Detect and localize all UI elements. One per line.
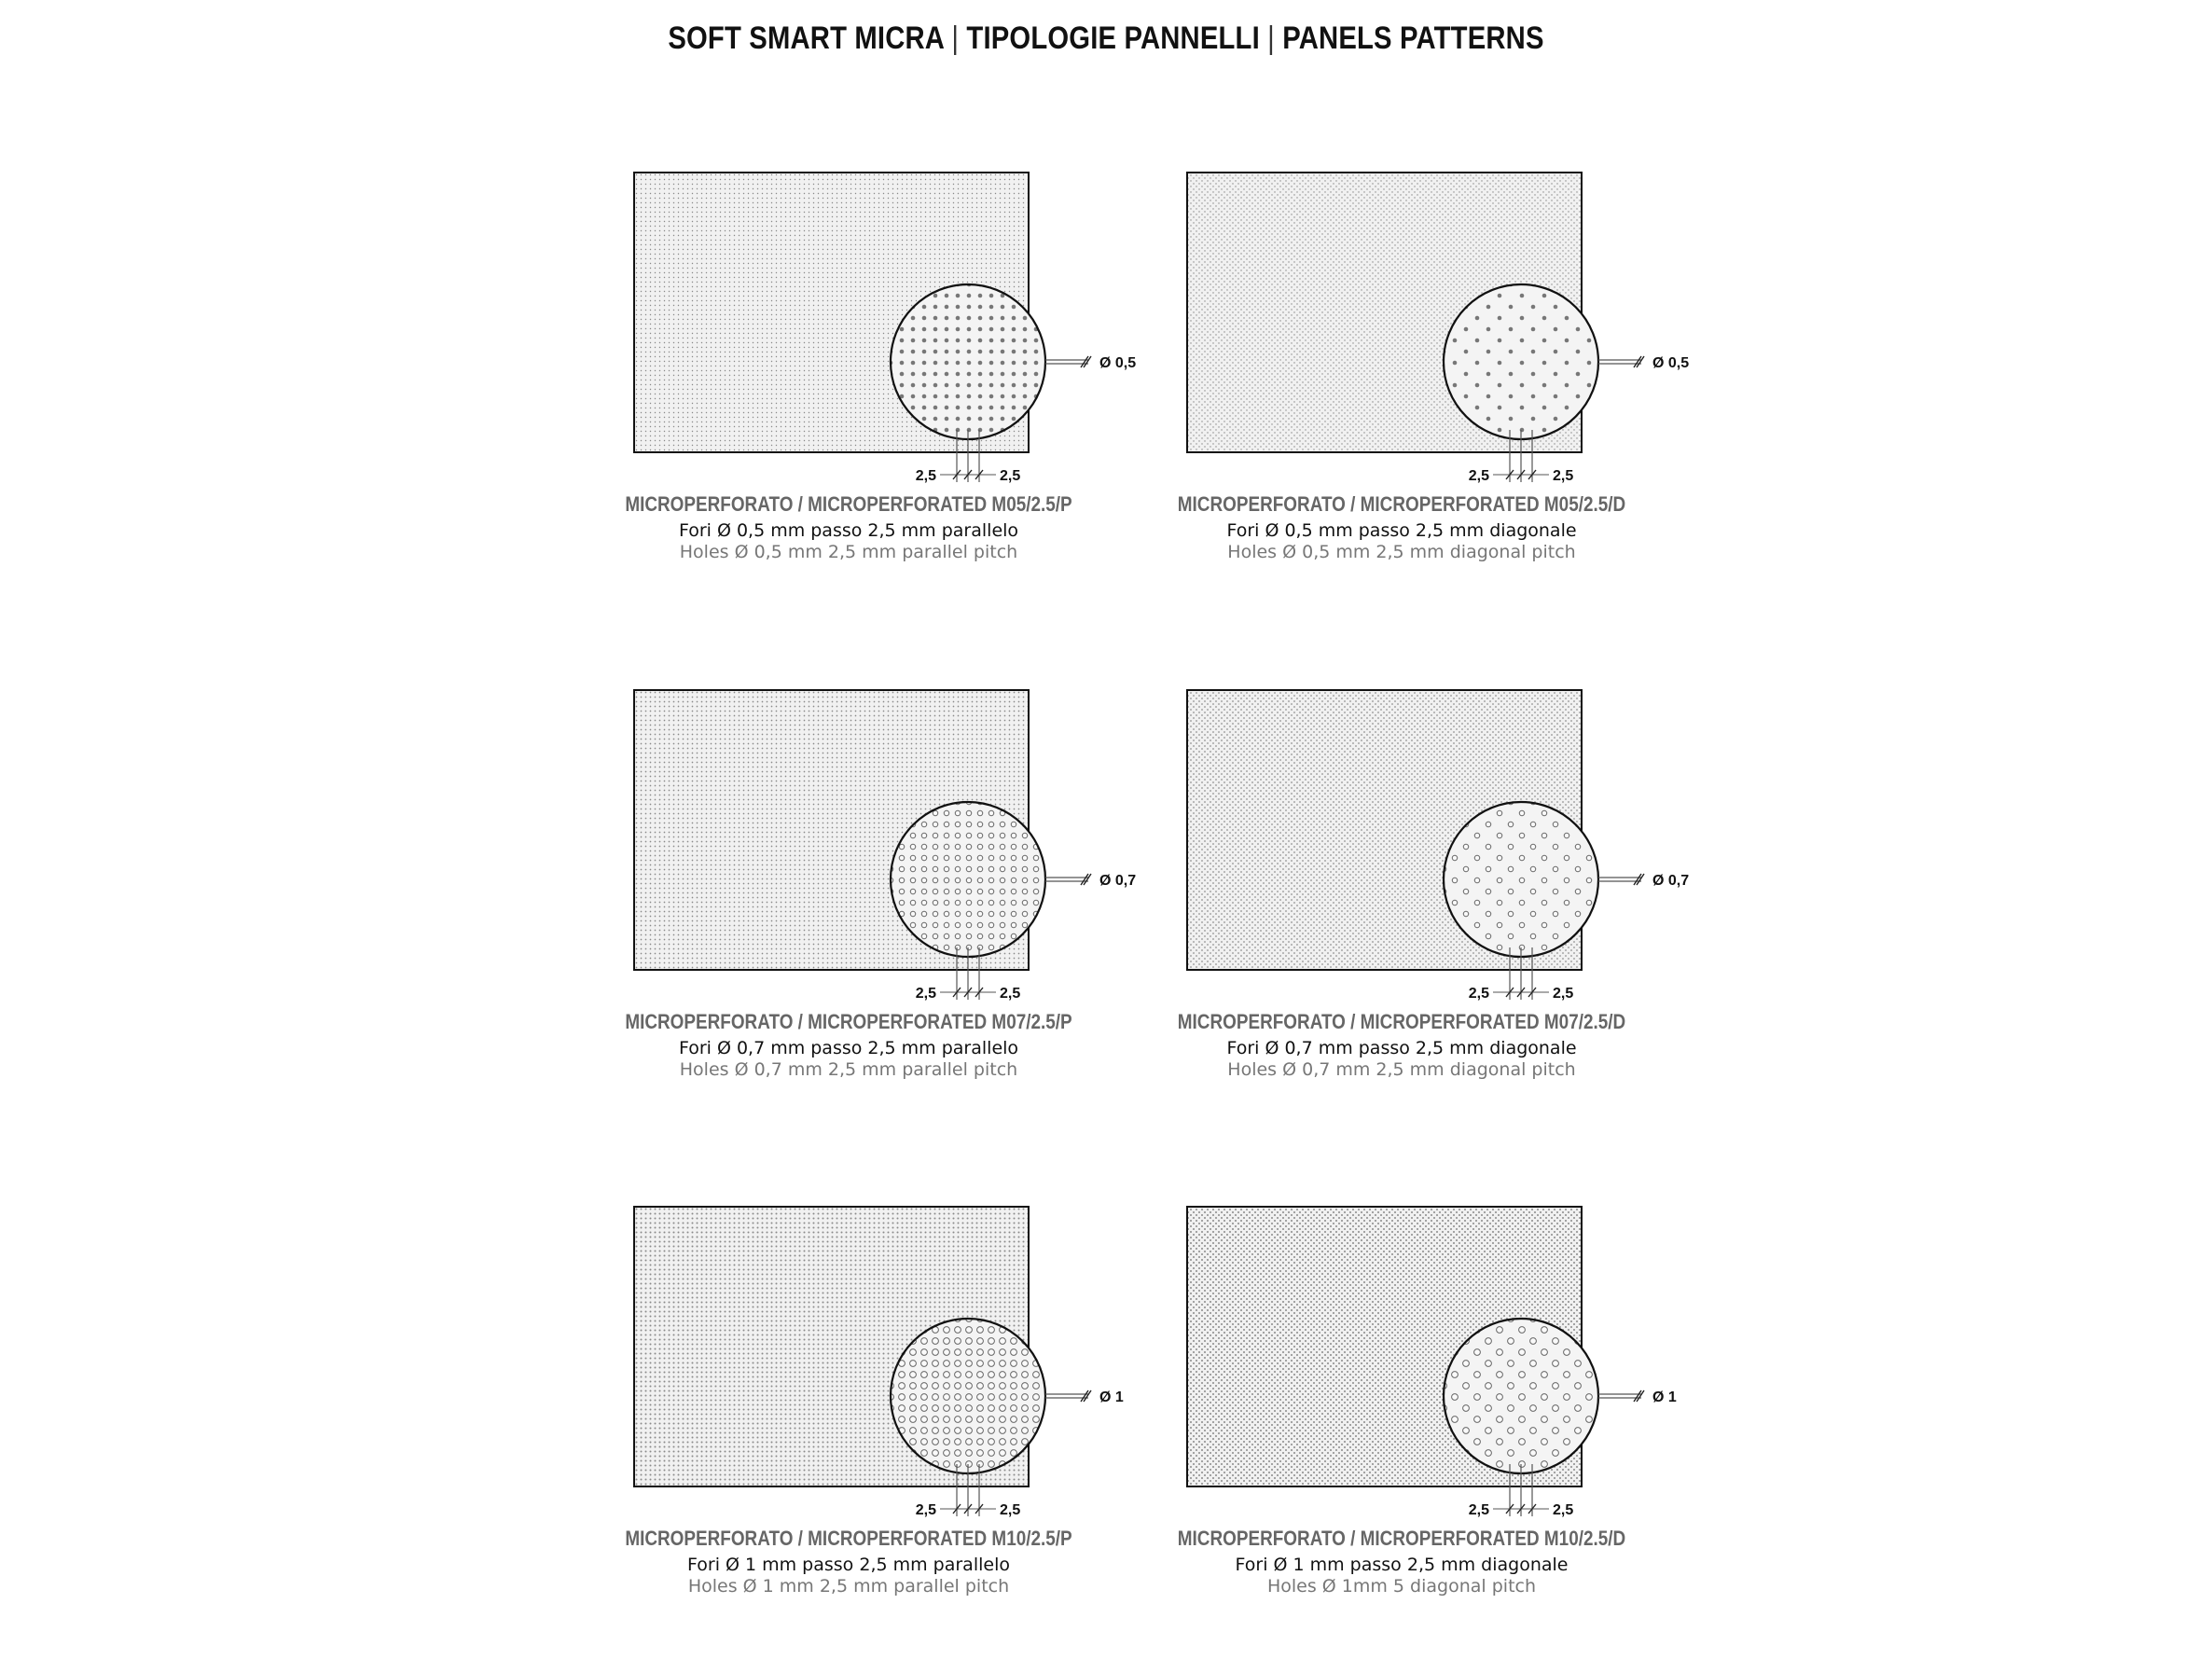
pitch-label-right: 2,5 [1000, 468, 1021, 484]
panel-figure [1141, 159, 1690, 513]
pitch-label-left: 2,5 [915, 1502, 936, 1518]
panel-figure [1141, 676, 1690, 1030]
panel-description-italian: Fori Ø 0,5 mm passo 2,5 mm diagonale [1226, 520, 1577, 541]
diameter-label: Ø 0,7 [1099, 873, 1137, 889]
panel-diagram [588, 159, 1137, 494]
page-title [155, 21, 2057, 57]
panel-description-italian: Fori Ø 1 mm passo 2,5 mm parallelo [687, 1555, 1010, 1575]
pitch-label-right: 2,5 [1553, 468, 1574, 484]
title-english: PANELS PATTERNS [1282, 21, 1544, 56]
panel-cell [588, 159, 1137, 597]
panel-cell [588, 676, 1137, 1114]
pitch-label-right: 2,5 [1000, 1502, 1021, 1518]
diameter-label: Ø 1 [1652, 1389, 1677, 1405]
panel-figure [1141, 1193, 1677, 1547]
panel-description-italian: Fori Ø 0,7 mm passo 2,5 mm parallelo [678, 1038, 1019, 1058]
diameter-label: Ø 0,5 [1099, 355, 1137, 371]
panel-description-italian: Fori Ø 1 mm passo 2,5 mm diagonale [1235, 1555, 1569, 1575]
pitch-label-right: 2,5 [1000, 986, 1021, 1002]
panel-figure [588, 676, 1137, 1030]
pitch-label-left: 2,5 [915, 986, 936, 1002]
panel-code: MICROPERFORATO / MICROPERFORATED M05/2.5/D [1177, 492, 1626, 516]
panel-description-english: Holes Ø 0,5 mm 2,5 mm parallel pitch [679, 542, 1018, 562]
panel-figure [588, 159, 1137, 513]
panel-description-italian: Fori Ø 0,7 mm passo 2,5 mm diagonale [1226, 1038, 1577, 1058]
pitch-label-right: 2,5 [1553, 986, 1574, 1002]
panel-code: MICROPERFORATO / MICROPERFORATED M05/2.5/P [625, 492, 1072, 516]
panel-description-english: Holes Ø 0,7 mm 2,5 mm parallel pitch [679, 1059, 1018, 1080]
title-product: SOFT SMART MICRA [668, 21, 945, 56]
panel-figure [588, 1193, 1124, 1547]
pitch-label-left: 2,5 [915, 468, 936, 484]
pitch-label-right: 2,5 [1553, 1502, 1574, 1518]
diameter-label: Ø 0,7 [1652, 873, 1690, 889]
panel-description-english: Holes Ø 0,7 mm 2,5 mm diagonal pitch [1227, 1059, 1576, 1080]
panel-diagram [588, 676, 1137, 1012]
panel-description-italian: Fori Ø 0,5 mm passo 2,5 mm parallelo [678, 520, 1019, 541]
panel-code: MICROPERFORATO / MICROPERFORATED M10/2.5/P [625, 1527, 1072, 1550]
panel-description-english: Holes Ø 0,5 mm 2,5 mm diagonal pitch [1227, 542, 1576, 562]
diameter-label: Ø 1 [1099, 1389, 1124, 1405]
panel-code: MICROPERFORATO / MICROPERFORATED M07/2.5/D [1177, 1010, 1626, 1033]
panel-diagram [1141, 159, 1690, 494]
panel-cell [588, 1193, 1124, 1631]
pitch-label-left: 2,5 [1468, 1502, 1489, 1518]
panel-cell [1141, 159, 1690, 597]
panel-description-english: Holes Ø 1 mm 2,5 mm parallel pitch [687, 1576, 1010, 1597]
title-italian: TIPOLOGIE PANNELLI [966, 21, 1260, 56]
title-separator: | [1267, 21, 1275, 56]
panel-cell [1141, 676, 1690, 1114]
pitch-label-left: 2,5 [1468, 986, 1489, 1002]
panel-cell [1141, 1193, 1677, 1631]
panel-description-english: Holes Ø 1mm 5 diagonal pitch [1266, 1576, 1537, 1597]
pitch-label-left: 2,5 [1468, 468, 1489, 484]
panel-code: MICROPERFORATO / MICROPERFORATED M10/2.5/D [1177, 1527, 1626, 1550]
panel-diagram [588, 1193, 1124, 1528]
panel-diagram [1141, 1193, 1677, 1528]
panel-code: MICROPERFORATO / MICROPERFORATED M07/2.5/P [625, 1010, 1072, 1033]
diameter-label: Ø 0,5 [1652, 355, 1690, 371]
panel-diagram [1141, 676, 1690, 1012]
title-separator: | [951, 21, 960, 56]
